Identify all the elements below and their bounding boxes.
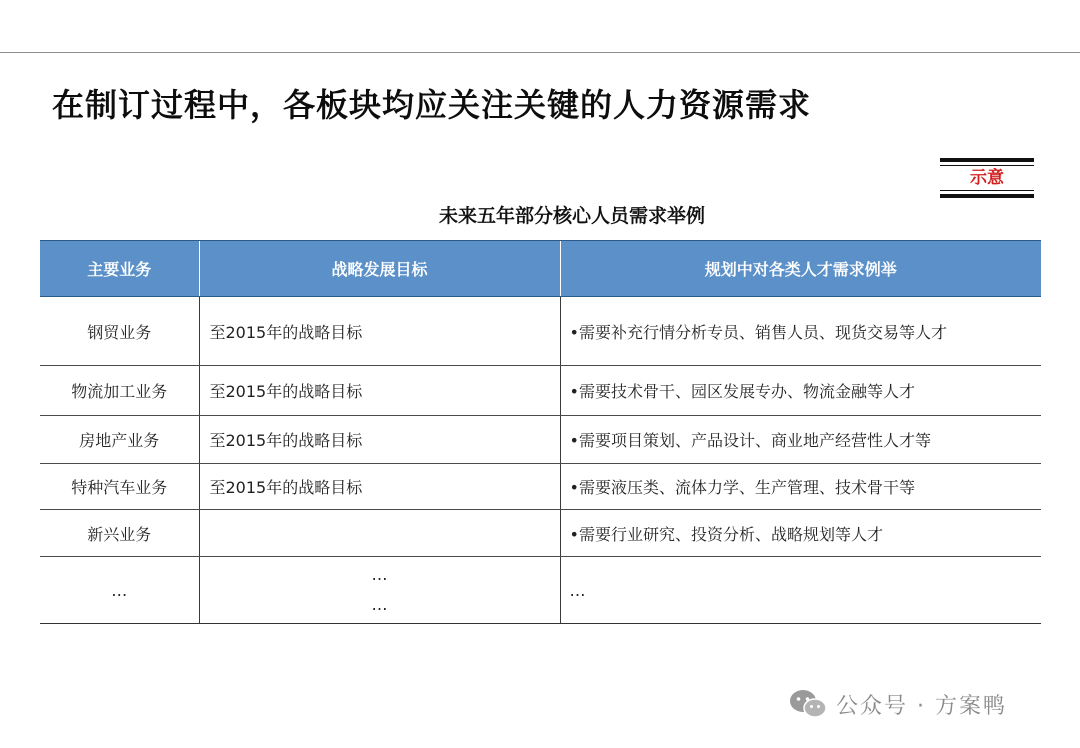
watermark xyxy=(788,686,1007,722)
cell-business: 房地产业务 xyxy=(40,416,199,464)
cell-goal: 至2015年的战略目标 xyxy=(199,297,560,366)
cell-goal xyxy=(199,510,560,557)
table-row xyxy=(40,557,1041,624)
cell-talent: •需要行业研究、投资分析、战略规划等人才 xyxy=(560,510,1041,557)
talent-demand-table xyxy=(40,240,1041,624)
ellipsis-line: … xyxy=(371,565,388,584)
cell-goal: 至2015年的战略目标 xyxy=(199,464,560,510)
badge-top-line xyxy=(940,165,1034,166)
cell-goal: 至2015年的战略目标 xyxy=(199,416,560,464)
table-row xyxy=(40,416,1041,464)
badge-bottom-bar xyxy=(940,194,1034,198)
cell-talent: •需要液压类、流体力学、生产管理、技术骨干等 xyxy=(560,464,1041,510)
badge-label: 示意 xyxy=(970,168,1004,188)
table-row xyxy=(40,464,1041,510)
watermark-text: 公众号 · 方案鸭 xyxy=(836,693,1007,719)
cell-talent: •需要技术骨干、园区发展专办、物流金融等人才 xyxy=(560,366,1041,416)
table-header-row xyxy=(40,241,1041,297)
badge-bottom-line xyxy=(940,190,1034,191)
table-row xyxy=(40,366,1041,416)
cell-talent: … xyxy=(560,557,1041,624)
table-row xyxy=(40,297,1041,366)
table-row xyxy=(40,510,1041,557)
header-talent: 规划中对各类人才需求例举 xyxy=(560,241,1041,297)
cell-goal: 至2015年的战略目标 xyxy=(199,366,560,416)
cell-talent: •需要项目策划、产品设计、商业地产经营性人才等 xyxy=(560,416,1041,464)
cell-talent: •需要补充行情分析专员、销售人员、现货交易等人才 xyxy=(560,297,1041,366)
cell-business: 钢贸业务 xyxy=(40,297,199,366)
cell-business: … xyxy=(40,557,199,624)
illustrative-badge xyxy=(940,158,1034,200)
cell-business: 新兴业务 xyxy=(40,510,199,557)
ellipsis-line: … xyxy=(371,595,388,614)
header-goal: 战略发展目标 xyxy=(199,241,560,297)
cell-goal xyxy=(199,557,560,624)
cell-business: 特种汽车业务 xyxy=(40,464,199,510)
header-business: 主要业务 xyxy=(40,241,199,297)
cell-business: 物流加工业务 xyxy=(40,366,199,416)
table-title: 未来五年部分核心人员需求举例 xyxy=(438,205,705,227)
badge-top-bar xyxy=(940,158,1034,162)
wechat-icon xyxy=(788,688,828,720)
top-divider xyxy=(0,52,1080,53)
slide-title: 在制订过程中，各板块均应关注关键的人力资源需求 xyxy=(52,86,812,124)
